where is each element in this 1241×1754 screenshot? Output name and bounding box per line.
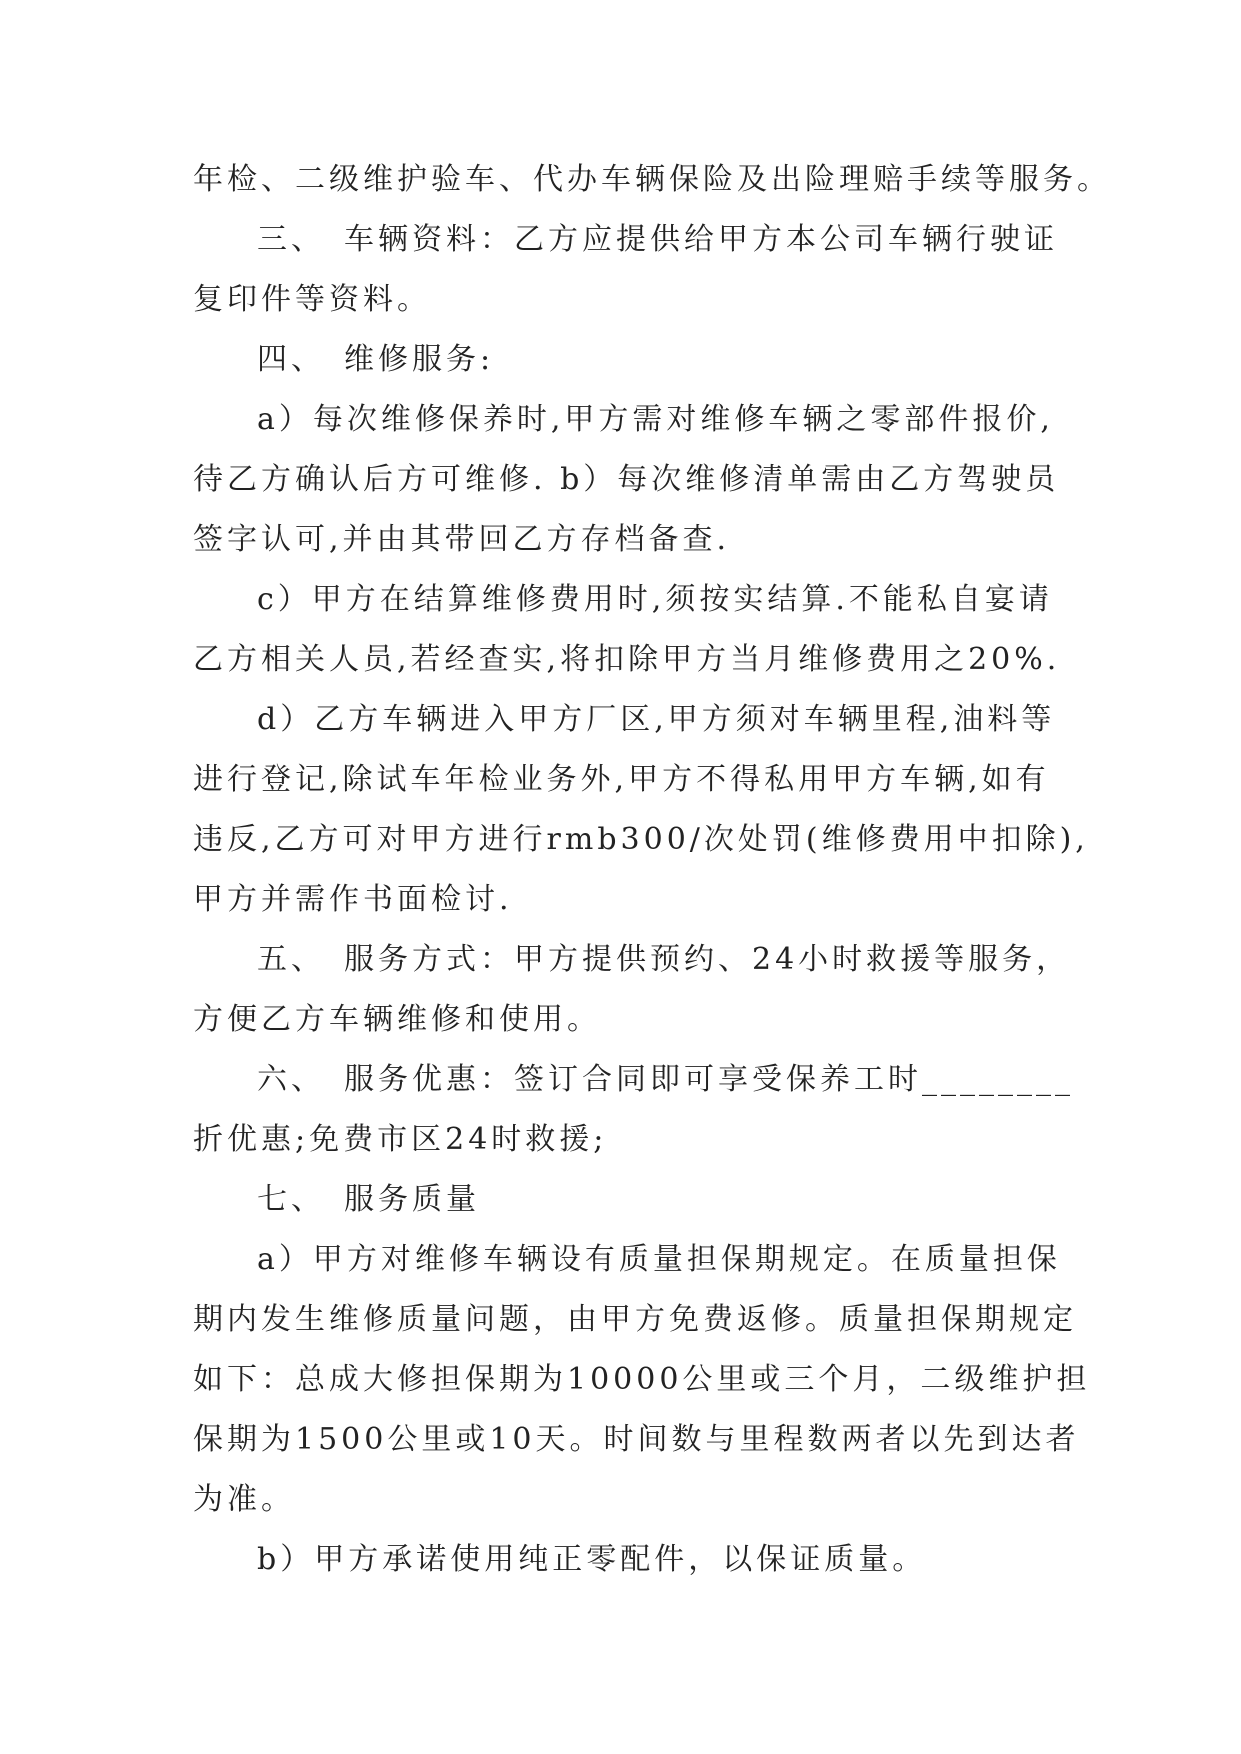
text-line: 乙方相关人员,若经查实,将扣除甲方当月维修费用之20%. xyxy=(193,642,1061,677)
clause-a-line: a）每次维修保养时,甲方需对维修车辆之零部件报价, xyxy=(257,402,1054,437)
quality-clause-a-line: a）甲方对维修车辆设有质量担保期规定。在质量担保 xyxy=(257,1242,1061,1277)
text-line: 年检、二级维护验车、代办车辆保险及出险理赔手续等服务。 xyxy=(193,162,1111,197)
section-3-heading-line: 三、 车辆资料：乙方应提供给甲方本公司车辆行驶证 xyxy=(257,222,1058,257)
text-line: 待乙方确认后方可维修. b）每次维修清单需由乙方驾驶员 xyxy=(193,462,1060,497)
text-line: 方便乙方车辆维修和使用。 xyxy=(193,1002,601,1037)
text-line: 甲方并需作书面检讨. xyxy=(193,882,513,917)
text-line: 保期为1500公里或10天。时间数与里程数两者以先到达者 xyxy=(193,1422,1080,1457)
clause-d-line: d）乙方车辆进入甲方厂区,甲方须对车辆里程,油料等 xyxy=(257,702,1056,737)
clause-c-line: c）甲方在结算维修费用时,须按实结算.不能私自宴请 xyxy=(257,582,1053,617)
text-line: 签字认可,并由其带回乙方存档备查. xyxy=(193,522,731,557)
section-4-heading-line: 四、 维修服务: xyxy=(257,342,495,377)
contract-body xyxy=(193,150,1111,1590)
text-line: 折优惠;免费市区24时救援; xyxy=(193,1122,608,1157)
section-7-heading-line: 七、 服务质量 xyxy=(257,1182,480,1217)
text-line: 如下：总成大修担保期为10000公里或三个月，二级维护担 xyxy=(193,1362,1091,1397)
quality-clause-b-line: b）甲方承诺使用纯正零配件，以保证质量。 xyxy=(257,1542,927,1577)
text-line: 为准。 xyxy=(193,1482,295,1517)
text-line: 期内发生维修质量问题，由甲方免费返修。质量担保期规定 xyxy=(193,1302,1077,1337)
text-line: 违反,乙方可对甲方进行rmb300/次处罚(维修费用中扣除), xyxy=(193,822,1089,857)
section-6-heading-line: 六、 服务优惠：签订合同即可享受保养工时________ xyxy=(257,1062,1074,1097)
text-line: 进行登记,除试车年检业务外,甲方不得私用甲方车辆,如有 xyxy=(193,762,1050,797)
section-5-heading-line: 五、 服务方式：甲方提供预约、24小时救援等服务， xyxy=(257,942,1071,977)
text-line: 复印件等资料。 xyxy=(193,282,431,317)
